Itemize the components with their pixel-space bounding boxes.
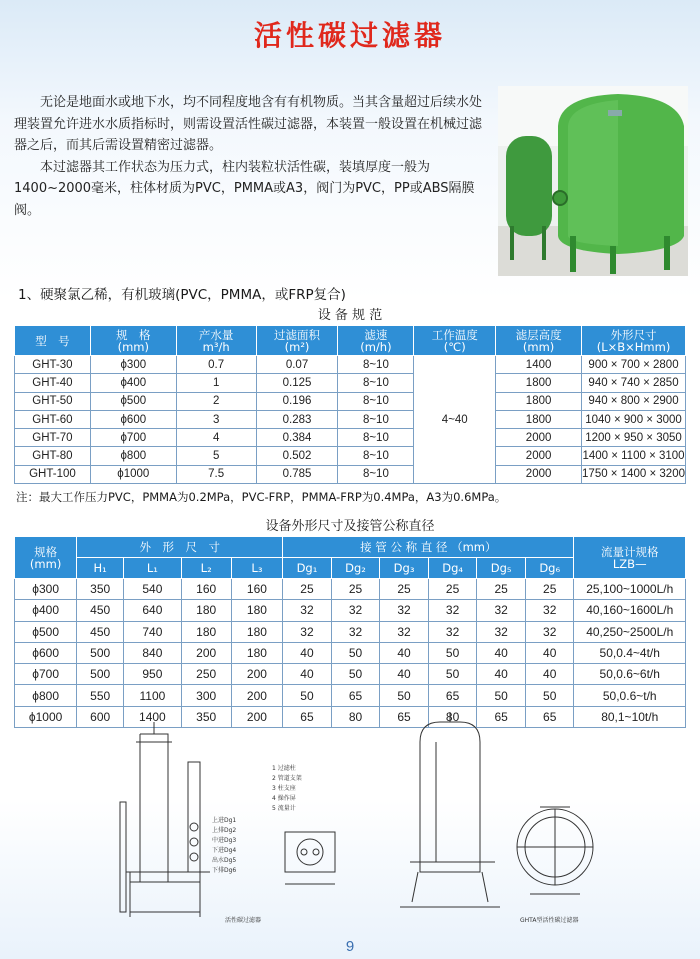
header-dg3: Dg₃ [380,558,429,579]
table-cell: 160 [181,579,231,600]
table-cell: 160 [231,579,283,600]
table-cell: ϕ700 [15,664,77,685]
intro-text [14,92,489,221]
header-dg2: Dg₂ [331,558,380,579]
table-cell: ϕ600 [90,410,176,428]
table-cell: 50 [331,642,380,663]
table-row [15,642,686,663]
table-cell: 65 [380,706,429,727]
table-cell: 32 [525,621,574,642]
table-cell: 3 [176,410,256,428]
table-row [15,579,686,600]
table-cell: 940 × 740 × 2850 [582,374,686,392]
table-cell: 450 [77,621,124,642]
table-cell: GHT-50 [15,392,91,410]
section-heading: 1、硬聚氯乙稀，有机玻璃(PVC，PMMA，或FRP复合) [18,287,346,303]
table-cell: 180 [231,621,283,642]
table-cell: 0.502 [256,447,338,465]
table-cell: 32 [477,621,526,642]
table-cell: 50 [428,664,477,685]
table-cell: ϕ300 [90,356,176,374]
table-cell: ϕ800 [90,447,176,465]
table-cell: ϕ500 [15,621,77,642]
table-cell: 950 [124,664,182,685]
table-cell: ϕ300 [15,579,77,600]
table-cell: 350 [77,579,124,600]
legend-1: 1 过滤柱 [272,765,296,772]
table-row [15,465,686,483]
port-label-2: 上排Dg2 [212,827,237,834]
table-cell: 25 [380,579,429,600]
table-cell: 32 [525,600,574,621]
table-cell: ϕ800 [15,685,77,706]
table-cell: 40 [477,664,526,685]
table-row [15,685,686,706]
table-row [15,410,686,428]
header-l2: L₂ [181,558,231,579]
header-layer-height: 滤层高度 (mm) [496,326,582,356]
header-size: 规格 (mm) [15,537,77,579]
table-cell: 4 [176,429,256,447]
table-cell: 2000 [496,447,582,465]
table-cell: 0.125 [256,374,338,392]
table-cell: 840 [124,642,182,663]
table-cell: 40 [380,664,429,685]
table-row [15,447,686,465]
table-cell: 7.5 [176,465,256,483]
table-cell: 50 [331,664,380,685]
table-cell: 8~10 [338,447,414,465]
table-cell: 1800 [496,374,582,392]
port-label-5: 出水Dg5 [212,857,237,864]
table-cell: GHT-100 [15,465,91,483]
table2-caption: 设备外形尺寸及接管公称直径 [265,519,435,534]
table-cell: 1400 [496,356,582,374]
table-cell: 8~10 [338,429,414,447]
table1-caption: 设 备 规 范 [317,308,383,323]
port-label-3: 中进Dg3 [212,837,237,844]
page-title: 活性碳过滤器 [253,19,446,52]
header-area: 过滤面积 (m²) [256,326,338,356]
table-cell: 32 [428,600,477,621]
dimension-table [14,536,686,728]
header-dg1: Dg₁ [283,558,332,579]
table-cell: 40 [380,642,429,663]
table-cell: 0.196 [256,392,338,410]
table-cell: 8~10 [338,392,414,410]
table-cell: 0.07 [256,356,338,374]
table-cell: 50,0.6~t/h [574,685,686,706]
table-cell: ϕ500 [90,392,176,410]
table-cell: GHT-60 [15,410,91,428]
table-cell: 0.283 [256,410,338,428]
table-cell: 32 [283,600,332,621]
table-cell: 0.384 [256,429,338,447]
table-cell: 50,0.6~6t/h [574,664,686,685]
table-cell: 2000 [496,465,582,483]
table-cell: 8~10 [338,356,414,374]
table-cell: 1800 [496,410,582,428]
table-cell: 8~10 [338,465,414,483]
table-row [15,429,686,447]
table-cell: 1100 [124,685,182,706]
legend-2: 2 管道支架 [272,775,302,782]
table-cell: 65 [283,706,332,727]
technical-drawings [100,712,700,932]
table-cell: 180 [181,621,231,642]
table-cell: 1750 × 1400 × 3200 [582,465,686,483]
temperature-cell: 4~40 [414,356,496,484]
header-dg4: Dg₄ [428,558,477,579]
table-cell: 1 [176,374,256,392]
table-cell: 65 [428,685,477,706]
header-l1: L₁ [124,558,182,579]
intro-paragraph-2: 本过滤器其工作状态为压力式，柱内装粒状活性碳，装填厚度一般为1400~2000毫米，柱体材质为PVC，PMMA或A3，阀门为PVC，PP或ABS隔膜阀。 [14,159,475,218]
table-cell: 1400 [124,706,182,727]
header-l3: L₃ [231,558,283,579]
table-cell: 1040 × 900 × 3000 [582,410,686,428]
table-cell: 80,1~10t/h [574,706,686,727]
table-cell: 32 [331,621,380,642]
table-cell: 50 [477,685,526,706]
table-cell: ϕ400 [90,374,176,392]
table-cell: 65 [525,706,574,727]
table-cell: 900 × 700 × 2800 [582,356,686,374]
port-label-1: 上进Dg1 [212,817,237,824]
spec-table [14,325,686,484]
table-cell: 40 [283,664,332,685]
table-cell: 600 [77,706,124,727]
table-cell: 32 [477,600,526,621]
table-cell: 640 [124,600,182,621]
table-cell: 25 [428,579,477,600]
table-cell: 80 [331,706,380,727]
header-dimensions: 外形尺寸 (L×B×Hmm) [582,326,686,356]
header-model: 型 号 [15,326,91,356]
table-cell: 25 [331,579,380,600]
table-cell: 8~10 [338,410,414,428]
table-cell: 32 [283,621,332,642]
table-cell: 200 [231,706,283,727]
table-cell: 1800 [496,392,582,410]
table-cell: 0.7 [176,356,256,374]
table-cell: ϕ400 [15,600,77,621]
table-cell: 2000 [496,429,582,447]
table-cell: 32 [331,600,380,621]
table-cell: GHT-70 [15,429,91,447]
table-row [15,664,686,685]
table-cell: 5 [176,447,256,465]
table-cell: 32 [380,621,429,642]
header-flowmeter: 流量计规格 LZB— [574,537,686,579]
table-cell: 450 [77,600,124,621]
port-label-4: 下进Dg4 [212,847,237,854]
table-cell: ϕ1000 [90,465,176,483]
pressure-note: 注：最大工作压力PVC，PMMA为0.2MPa，PVC-FRP，PMMA-FRP为0.4MPa，A3为0.6MPa。 [16,490,507,504]
table-cell: 200 [231,664,283,685]
table-cell: 40 [525,664,574,685]
table-cell: 65 [477,706,526,727]
table-cell: 50 [380,685,429,706]
header-spec: 规 格 (mm) [90,326,176,356]
legend-5: 5 流量计 [272,805,296,812]
header-speed: 滤速 (m/h) [338,326,414,356]
table-cell: 300 [181,685,231,706]
table-cell: 40 [477,642,526,663]
table-cell: 40,250~2500L/h [574,621,686,642]
table-cell: ϕ600 [15,642,77,663]
table-cell: 180 [231,600,283,621]
table-cell: 500 [77,664,124,685]
intro-paragraph-1: 无论是地面水或地下水，均不同程度地含有有机物质。当其含量超过后续水处理装置允许进水水质指标时，则需设置活性碳过滤器，本装置一般设置在机械过滤器之后，而其后需设置精密过滤器。 [14,95,483,153]
product-photo [498,86,688,276]
header-h1: H₁ [77,558,124,579]
header-dg6: Dg₆ [525,558,574,579]
table-cell: 8~10 [338,374,414,392]
table-cell: 50 [428,642,477,663]
port-label-6: 下排Dg6 [212,867,237,874]
drawing-label-1: 活性碳过滤器 [225,917,262,924]
table-row [15,356,686,374]
table-cell: 740 [124,621,182,642]
table-cell: GHT-30 [15,356,91,374]
table-cell: 200 [231,685,283,706]
header-dg5: Dg₅ [477,558,526,579]
table-row [15,600,686,621]
table-row [15,392,686,410]
page-number: 9 [345,938,355,955]
table-cell: GHT-40 [15,374,91,392]
table-cell: 1400 × 1100 × 3100 [582,447,686,465]
table-cell: 25 [477,579,526,600]
table-cell: ϕ1000 [15,706,77,727]
table-cell: 32 [428,621,477,642]
table-cell: 0.785 [256,465,338,483]
legend-3: 3 柱支座 [272,785,296,792]
table-cell: 32 [380,600,429,621]
table-cell: 180 [181,600,231,621]
table-cell: 50 [525,685,574,706]
table-row [15,374,686,392]
table-cell: 80 [428,706,477,727]
table-cell: 40 [283,642,332,663]
table-cell: 250 [181,664,231,685]
table-cell: 1200 × 950 × 3050 [582,429,686,447]
table-cell: 540 [124,579,182,600]
table-cell: 350 [181,706,231,727]
legend-4: 4 操作屏 [272,795,296,802]
header-output: 产水量 m³/h [176,326,256,356]
table-cell: 65 [331,685,380,706]
table-cell: 50 [283,685,332,706]
table-cell: 25,100~1000L/h [574,579,686,600]
table-cell: 500 [77,642,124,663]
table-cell: 25 [283,579,332,600]
header-pipe-diameters: 接 管 公 称 直 径 （mm） [283,537,574,558]
table-row [15,621,686,642]
header-outline-dims: 外 形 尺 寸 [77,537,283,558]
drawing-label-2: GHTA型活性碳过滤器 [520,917,579,924]
table-cell: 550 [77,685,124,706]
table-cell: 40 [525,642,574,663]
table-cell: 2 [176,392,256,410]
table-cell: 40,160~1600L/h [574,600,686,621]
table-cell: 940 × 800 × 2900 [582,392,686,410]
table-cell: 50,0.4~4t/h [574,642,686,663]
table-cell: 25 [525,579,574,600]
table-cell: 200 [181,642,231,663]
table-cell: 180 [231,642,283,663]
table-cell: GHT-80 [15,447,91,465]
table-cell: ϕ700 [90,429,176,447]
header-temp: 工作温度 (℃) [414,326,496,356]
